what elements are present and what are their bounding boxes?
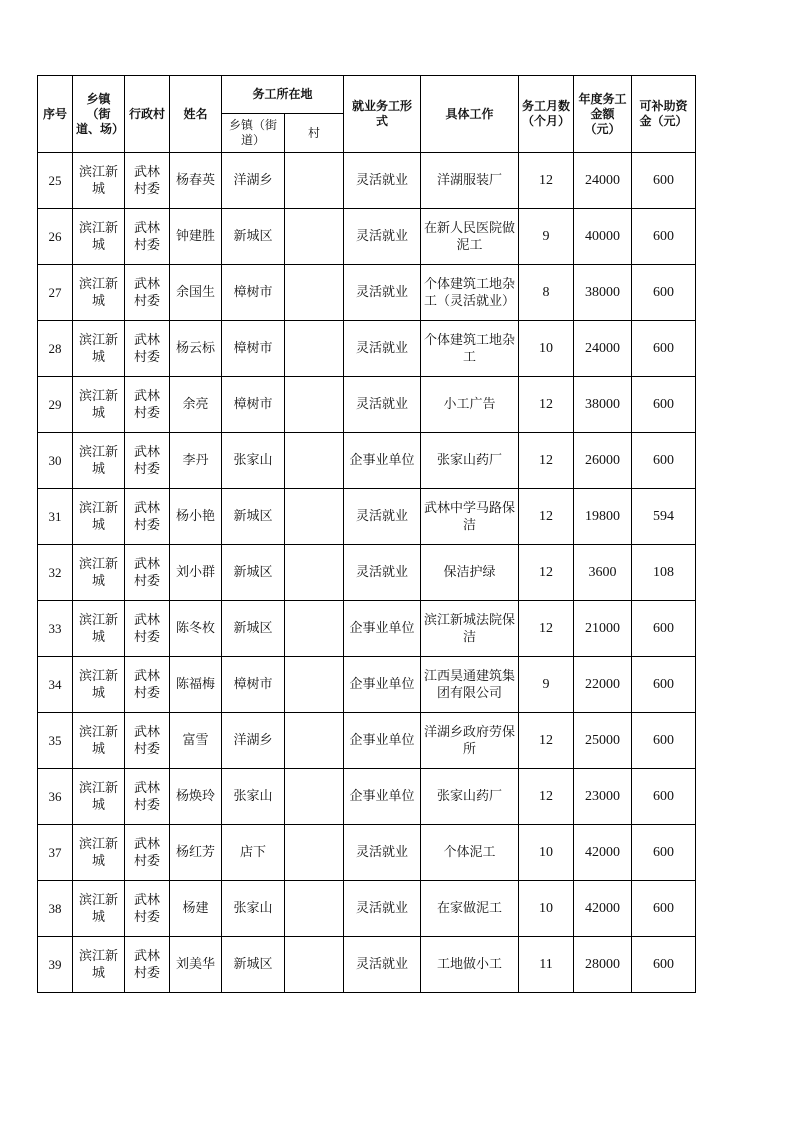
cell-subsidy: 600 [632,769,696,825]
cell-seq: 33 [38,601,73,657]
cell-job: 张家山药厂 [421,433,519,489]
cell-job: 个体泥工 [421,825,519,881]
cell-seq: 36 [38,769,73,825]
cell-location-town: 樟树市 [222,657,285,713]
cell-seq: 38 [38,881,73,937]
cell-job: 洋湖服装厂 [421,153,519,209]
table-row [38,433,696,489]
cell-months: 12 [519,433,574,489]
cell-name: 刘美华 [170,937,222,993]
cell-amount: 25000 [574,713,632,769]
cell-seq: 26 [38,209,73,265]
header-location-town: 乡镇（街道） [222,114,285,153]
cell-town: 滨江新城 [73,769,125,825]
cell-town: 滨江新城 [73,153,125,209]
cell-form: 灵活就业 [344,377,421,433]
cell-location-town: 洋湖乡 [222,713,285,769]
cell-location-village [285,937,344,993]
cell-subsidy: 594 [632,489,696,545]
cell-subsidy: 600 [632,265,696,321]
employment-subsidy-table [37,75,696,993]
cell-town: 滨江新城 [73,937,125,993]
header-location-village: 村 [285,114,344,153]
cell-subsidy: 600 [632,825,696,881]
cell-subsidy: 600 [632,881,696,937]
cell-village: 武林村委 [125,601,170,657]
cell-town: 滨江新城 [73,713,125,769]
table-row [38,545,696,601]
cell-village: 武林村委 [125,265,170,321]
cell-village: 武林村委 [125,881,170,937]
cell-town: 滨江新城 [73,545,125,601]
cell-village: 武林村委 [125,209,170,265]
cell-village: 武林村委 [125,769,170,825]
cell-job: 在家做泥工 [421,881,519,937]
header-location: 务工所在地 [222,76,344,114]
cell-seq: 32 [38,545,73,601]
cell-name: 钟建胜 [170,209,222,265]
cell-location-village [285,881,344,937]
cell-location-village [285,153,344,209]
cell-location-town: 张家山 [222,769,285,825]
cell-name: 余亮 [170,377,222,433]
cell-form: 灵活就业 [344,153,421,209]
cell-months: 10 [519,321,574,377]
cell-job: 滨江新城法院保洁 [421,601,519,657]
table-row [38,937,696,993]
cell-location-town: 樟树市 [222,321,285,377]
cell-location-town: 张家山 [222,433,285,489]
cell-months: 9 [519,209,574,265]
cell-job: 江西昊通建筑集团有限公司 [421,657,519,713]
cell-location-village [285,713,344,769]
header-amount: 年度务工金额（元） [574,76,632,153]
cell-subsidy: 600 [632,153,696,209]
cell-town: 滨江新城 [73,657,125,713]
cell-amount: 24000 [574,153,632,209]
cell-village: 武林村委 [125,153,170,209]
cell-amount: 28000 [574,937,632,993]
cell-months: 11 [519,937,574,993]
cell-name: 李丹 [170,433,222,489]
table-row [38,769,696,825]
cell-name: 杨焕玲 [170,769,222,825]
cell-seq: 37 [38,825,73,881]
cell-form: 灵活就业 [344,265,421,321]
cell-location-town: 新城区 [222,937,285,993]
cell-job: 小工广告 [421,377,519,433]
cell-amount: 40000 [574,209,632,265]
cell-location-village [285,321,344,377]
cell-town: 滨江新城 [73,321,125,377]
cell-location-village [285,657,344,713]
header-subsidy: 可补助资金（元） [632,76,696,153]
cell-amount: 38000 [574,265,632,321]
table-row [38,153,696,209]
cell-seq: 35 [38,713,73,769]
cell-name: 杨小艳 [170,489,222,545]
cell-village: 武林村委 [125,657,170,713]
cell-subsidy: 600 [632,321,696,377]
cell-job: 保洁护绿 [421,545,519,601]
cell-town: 滨江新城 [73,377,125,433]
cell-name: 陈福梅 [170,657,222,713]
cell-town: 滨江新城 [73,881,125,937]
table-row [38,601,696,657]
cell-seq: 31 [38,489,73,545]
cell-town: 滨江新城 [73,601,125,657]
cell-subsidy: 108 [632,545,696,601]
cell-name: 陈冬枚 [170,601,222,657]
cell-job: 个体建筑工地杂工（灵活就业） [421,265,519,321]
cell-village: 武林村委 [125,489,170,545]
cell-location-town: 樟树市 [222,265,285,321]
cell-location-town: 新城区 [222,489,285,545]
cell-location-village [285,265,344,321]
cell-form: 灵活就业 [344,881,421,937]
cell-amount: 38000 [574,377,632,433]
header-village: 行政村 [125,76,170,153]
cell-subsidy: 600 [632,377,696,433]
cell-location-village [285,209,344,265]
header-seq: 序号 [38,76,73,153]
cell-form: 灵活就业 [344,489,421,545]
cell-town: 滨江新城 [73,209,125,265]
cell-seq: 28 [38,321,73,377]
cell-town: 滨江新城 [73,489,125,545]
cell-months: 10 [519,825,574,881]
cell-seq: 29 [38,377,73,433]
cell-location-village [285,601,344,657]
table-row [38,881,696,937]
cell-location-town: 新城区 [222,209,285,265]
cell-form: 灵活就业 [344,321,421,377]
cell-form: 企事业单位 [344,657,421,713]
table-row [38,321,696,377]
cell-village: 武林村委 [125,545,170,601]
cell-location-town: 店下 [222,825,285,881]
cell-location-village [285,825,344,881]
cell-amount: 3600 [574,545,632,601]
cell-amount: 19800 [574,489,632,545]
table-row [38,713,696,769]
header-form: 就业务工形式 [344,76,421,153]
cell-months: 12 [519,545,574,601]
cell-subsidy: 600 [632,601,696,657]
table-row [38,377,696,433]
cell-location-village [285,489,344,545]
cell-form: 企事业单位 [344,713,421,769]
table-row [38,657,696,713]
cell-subsidy: 600 [632,937,696,993]
cell-form: 企事业单位 [344,769,421,825]
cell-job: 在新人民医院做泥工 [421,209,519,265]
cell-subsidy: 600 [632,209,696,265]
cell-name: 杨建 [170,881,222,937]
header-row-1 [38,76,696,114]
table-row [38,489,696,545]
cell-name: 刘小群 [170,545,222,601]
cell-form: 灵活就业 [344,545,421,601]
table-row [38,209,696,265]
cell-months: 12 [519,601,574,657]
cell-seq: 25 [38,153,73,209]
cell-amount: 26000 [574,433,632,489]
cell-amount: 23000 [574,769,632,825]
cell-subsidy: 600 [632,433,696,489]
cell-months: 8 [519,265,574,321]
cell-subsidy: 600 [632,713,696,769]
cell-town: 滨江新城 [73,265,125,321]
cell-name: 杨红芳 [170,825,222,881]
cell-name: 余国生 [170,265,222,321]
cell-town: 滨江新城 [73,825,125,881]
cell-seq: 39 [38,937,73,993]
cell-amount: 21000 [574,601,632,657]
cell-village: 武林村委 [125,377,170,433]
cell-job: 张家山药厂 [421,769,519,825]
cell-form: 企事业单位 [344,433,421,489]
cell-form: 灵活就业 [344,825,421,881]
cell-amount: 24000 [574,321,632,377]
cell-seq: 34 [38,657,73,713]
cell-form: 企事业单位 [344,601,421,657]
cell-months: 12 [519,713,574,769]
cell-location-town: 张家山 [222,881,285,937]
header-job: 具体工作 [421,76,519,153]
cell-location-town: 新城区 [222,601,285,657]
cell-village: 武林村委 [125,321,170,377]
cell-village: 武林村委 [125,825,170,881]
cell-location-village [285,769,344,825]
cell-town: 滨江新城 [73,433,125,489]
cell-subsidy: 600 [632,657,696,713]
cell-location-village [285,545,344,601]
cell-location-village [285,377,344,433]
cell-location-village [285,433,344,489]
cell-months: 12 [519,769,574,825]
cell-location-town: 新城区 [222,545,285,601]
cell-amount: 42000 [574,825,632,881]
header-town: 乡镇（街道、场） [73,76,125,153]
header-months: 务工月数（个月） [519,76,574,153]
cell-form: 灵活就业 [344,209,421,265]
table-row [38,265,696,321]
cell-job: 个体建筑工地杂工 [421,321,519,377]
cell-form: 灵活就业 [344,937,421,993]
cell-name: 杨云标 [170,321,222,377]
cell-name: 杨春英 [170,153,222,209]
cell-job: 工地做小工 [421,937,519,993]
cell-village: 武林村委 [125,713,170,769]
cell-months: 12 [519,489,574,545]
cell-months: 12 [519,377,574,433]
cell-location-town: 洋湖乡 [222,153,285,209]
cell-name: 富雪 [170,713,222,769]
cell-amount: 42000 [574,881,632,937]
cell-amount: 22000 [574,657,632,713]
cell-months: 9 [519,657,574,713]
cell-months: 12 [519,153,574,209]
cell-job: 武林中学马路保洁 [421,489,519,545]
cell-village: 武林村委 [125,433,170,489]
cell-job: 洋湖乡政府劳保所 [421,713,519,769]
table-row [38,825,696,881]
header-name: 姓名 [170,76,222,153]
cell-seq: 27 [38,265,73,321]
cell-village: 武林村委 [125,937,170,993]
cell-seq: 30 [38,433,73,489]
cell-months: 10 [519,881,574,937]
cell-location-town: 樟树市 [222,377,285,433]
